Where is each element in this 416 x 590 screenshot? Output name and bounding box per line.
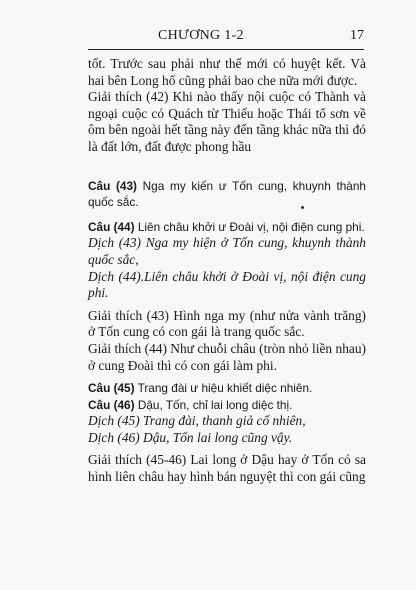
translation-45: Dịch (45) Trang đài, thanh giả cố nhiên, xyxy=(88,413,306,429)
verse-46 xyxy=(88,397,366,414)
page-number: 17 xyxy=(350,28,364,43)
translation-43: Dịch (43) Nga my hiện ở Tốn cung, khuynh thành quốc sắc, xyxy=(88,235,366,267)
verse-46-text: Dậu, Tốn, chỉ lai long diệc thị. xyxy=(134,397,293,412)
verse-43-text: Nga my kiến ư Tốn cung, khuynh thành quốc sắc. xyxy=(88,178,366,210)
verse-43-label: Câu (43) xyxy=(88,178,137,193)
translation-44: Dịch (44).Liên châu khởi ở Đoài vị, nội điện cung phi. xyxy=(88,268,366,301)
verse-43 xyxy=(88,178,366,211)
verse-45-label: Câu (45) xyxy=(88,381,135,396)
verse-45 xyxy=(88,380,366,397)
scan-speck xyxy=(301,206,304,209)
header-rule xyxy=(88,49,364,50)
verse-46-label: Câu (46) xyxy=(88,397,135,412)
explanation-45-46: Giải thích (45-46) Lai long ở Dậu hay ở Tốn có sa hình liên châu hay hình bán nguyệt thì con gái cũng xyxy=(88,452,366,485)
verse-44 xyxy=(88,219,366,236)
verse-44-label: Câu (44) xyxy=(88,219,135,234)
page-header xyxy=(88,28,364,48)
verse-44-text: Liên châu khởi ư Đoài vị, nội điện cung phi. xyxy=(134,219,365,234)
chapter-title: CHƯƠNG 1-2 xyxy=(158,28,244,43)
paragraph-continuation: tốt. Trước sau phải như thế mới có huyệt kết. Và hai bên Long hổ cũng phải bao che nữa mới được. xyxy=(88,56,366,88)
page-body xyxy=(88,56,366,486)
explanation-42: Giải thích (42) Khi nào thấy nội cuộc có Thành và ngoại cuộc có Quách từ Thiếu hoặc Thái tổ sơn về ôm bên ngoài hết tầng này đến tầng khác nữa thì đó là đất lớn, đất được phong hầu xyxy=(88,89,366,154)
explanation-44: Giải thích (44) Như chuỗi châu (tròn nhỏ liền nhau) ở cung Đoài thì có con gái làm phi. xyxy=(88,340,366,373)
explanation-43: Giải thích (43) Hình nga my (như nửa vành trăng) ở Tốn cung có con gái là trang quốc sắc. xyxy=(88,307,366,340)
verse-45-text: Trang đài ư hiệu khiết diệc nhiên. xyxy=(134,381,313,396)
translation-46: Dịch (46) Dậu, Tốn lai long cũng vậy. xyxy=(88,429,293,445)
